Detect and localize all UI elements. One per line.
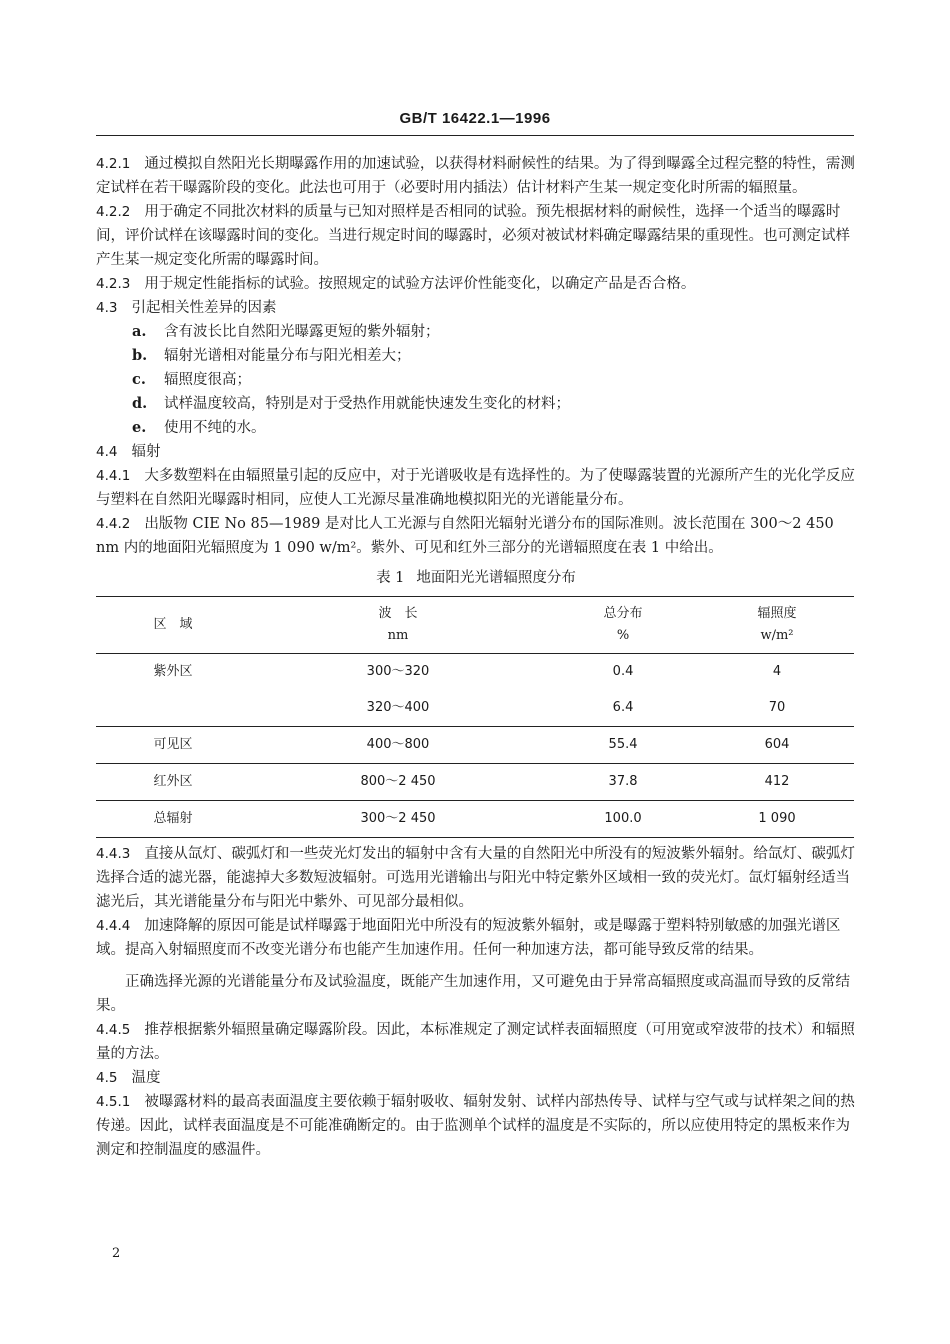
- irradiance-table: [96, 596, 854, 838]
- table-row: [96, 654, 854, 691]
- section-number: 4.4: [96, 444, 118, 460]
- table-header-row: [96, 597, 854, 654]
- section-4-5-heading: [96, 1066, 856, 1090]
- clause-number: 4.4.3: [96, 846, 131, 862]
- table-row: [96, 690, 854, 727]
- cell-total: 6.4: [612, 700, 634, 715]
- cell-region: 可见区: [153, 737, 193, 752]
- cell-irradiance: 412: [764, 774, 790, 789]
- list-item: [96, 416, 856, 440]
- table-caption-label: 表 1: [376, 570, 405, 586]
- table-row: [96, 764, 854, 801]
- clause-4-4-4-continued: 正确选择光源的光谱能量分布及试验温度，既能产生加速作用，又可避免由于异常高辐照度或高温而导致的反常结果。: [96, 974, 850, 1014]
- section-title: 辐射: [131, 444, 161, 460]
- table-row: [96, 727, 854, 764]
- cell-region: 红外区: [153, 774, 193, 789]
- cell-irradiance: 604: [764, 737, 790, 752]
- table-caption: [96, 566, 856, 590]
- list-item: [96, 392, 856, 416]
- clause-text: 用于确定不同批次材料的质量与已知对照样是否相同的试验。预先根据材料的耐候性，选择一个适当的曝露时间，评价试样在该曝露时间的变化。当进行规定时间的曝露时，必须对被试材料确定曝露结果的重现性。也可测定试样产生某一规定变化所需的曝露时间。: [96, 204, 850, 268]
- clause-text: 被曝露材料的最高表面温度主要依赖于辐射吸收、辐射发射、试样内部热传导、试样与空气或与试样架之间的热传递。因此，试样表面温度是不可能准确断定的。由于监测单个试样的温度是不实际的，所以应使用特定的黑板来作为测定和控制温度的感温件。: [96, 1094, 855, 1158]
- standard-code-header: GB/T 16422.1—1996: [399, 110, 551, 127]
- header-irradiance: 辐照度 w/m²: [757, 606, 797, 643]
- clause-text: 通过模拟自然阳光长期曝露作用的加速试验，以获得材料耐候性的结果。为了得到曝露全过程完整的特性，需测定试样在若干曝露阶段的变化。此法也可用于（必要时用内插法）估计材料产生某一规定变化时所需的辐照量。: [96, 156, 855, 196]
- section-4-3-heading: [96, 296, 856, 320]
- list-text: 辐射光谱相对能量分布与阳光相差大；: [164, 348, 411, 364]
- list-text: 含有波长比自然阳光曝露更短的紫外辐射；: [164, 324, 440, 340]
- section-4-4-heading: [96, 440, 856, 464]
- cell-total: 37.8: [608, 774, 638, 789]
- clause-4-4-2: [96, 512, 856, 560]
- cell-wavelength: 300～2 450: [360, 811, 436, 826]
- header-wavelength: 波 长 nm: [378, 606, 418, 643]
- table-caption-text: 地面阳光光谱辐照度分布: [416, 570, 576, 586]
- list-item: [96, 320, 856, 344]
- cell-irradiance: 1 090: [758, 811, 796, 826]
- clause-4-4-5: [96, 1018, 856, 1066]
- clause-4-2-1: [96, 152, 856, 200]
- header-region: 区 域: [153, 617, 193, 632]
- clause-4-5-1: [96, 1090, 856, 1162]
- clause-number: 4.2.3: [96, 276, 131, 292]
- clause-text: 用于规定性能指标的试验。按照规定的试验方法评价性能变化，以确定产品是否合格。: [144, 276, 696, 292]
- page-number: 2: [112, 1246, 121, 1261]
- header-total: 总分布 %: [603, 606, 643, 643]
- list-text: 试样温度较高，特别是对于受热作用就能快速发生变化的材料；: [164, 396, 570, 412]
- list-text: 辐照度很高；: [164, 372, 251, 388]
- clause-number: 4.4.2: [96, 516, 131, 532]
- cell-wavelength: 320～400: [366, 700, 430, 715]
- list-item: [96, 368, 856, 392]
- section-number: 4.5: [96, 1070, 118, 1086]
- cell-wavelength: 300～320: [366, 664, 430, 679]
- cell-region: 总辐射: [153, 811, 193, 826]
- clause-number: 4.2.1: [96, 156, 131, 172]
- section-title: 温度: [131, 1070, 161, 1086]
- cell-region: [96, 690, 250, 727]
- section-title: 引起相关性差异的因素: [131, 300, 277, 316]
- clause-number: 4.4.1: [96, 468, 131, 484]
- clause-number: 4.2.2: [96, 204, 131, 220]
- clause-text: 推荐根据紫外辐照量确定曝露阶段。因此，本标准规定了测定试样表面辐照度（可用宽或窄波带的技术）和辐照量的方法。: [96, 1022, 855, 1062]
- cell-total: 0.4: [612, 664, 634, 679]
- list-item: [96, 344, 856, 368]
- list-letter: b.: [132, 347, 148, 364]
- clause-4-4-1: [96, 464, 856, 512]
- clause-text: 加速降解的原因可能是试样曝露于地面阳光中所没有的短波紫外辐射，或是曝露于塑料特别敏感的加强光谱区域。提高入射辐照度而不改变光谱分布也能产生加速作用。任何一种加速方法，都可能导致反常的结果。: [96, 918, 841, 958]
- cell-wavelength: 800～2 450: [360, 774, 436, 789]
- document-body: [96, 152, 856, 1162]
- header-rule: [96, 135, 854, 136]
- list-text: 使用不纯的水。: [164, 420, 266, 436]
- clause-4-4-3: [96, 842, 856, 914]
- cell-irradiance: 70: [768, 700, 786, 715]
- clause-4-2-2: [96, 200, 856, 272]
- clause-text: 大多数塑料在由辐照量引起的反应中，对于光谱吸收是有选择性的。为了使曝露装置的光源所产生的光化学反应与塑料在自然阳光曝露时相同，应使人工光源尽量准确地模拟阳光的光谱能量分布。: [96, 468, 855, 508]
- list-letter: e.: [132, 419, 147, 436]
- list-letter: c.: [132, 371, 146, 388]
- clause-4-4-4: [96, 914, 856, 962]
- cell-total: 55.4: [608, 737, 638, 752]
- cell-irradiance: 4: [772, 664, 782, 679]
- clause-number: 4.4.4: [96, 918, 131, 934]
- clause-text: 直接从氙灯、碳弧灯和一些荧光灯发出的辐射中含有大量的自然阳光中所没有的短波紫外辐射。给氙灯、碳弧灯选择合适的滤光器，能滤掉大多数短波辐射。可选用光谱输出与阳光中特定紫外区域相一致的荧光灯。氙灯辐射经适当滤光后，其光谱能量分布与阳光中紫外、可见部分最相似。: [96, 846, 855, 910]
- list-letter: a.: [132, 323, 147, 340]
- clause-4-2-3: [96, 272, 856, 296]
- section-number: 4.3: [96, 300, 118, 316]
- clause-number: 4.4.5: [96, 1022, 131, 1038]
- table-row: [96, 801, 854, 838]
- cell-region: 紫外区: [153, 664, 193, 679]
- clause-text: 出版物 CIE No 85—1989 是对比人工光源与自然阳光辐射光谱分布的国际准则。波长范围在 300～2 450 nm 内的地面阳光辐照度为 1 090 w/m²。紫外、可见和红外三部分的光谱辐照度在表 1 中给出。: [96, 516, 834, 556]
- cell-wavelength: 400～800: [366, 737, 430, 752]
- list-letter: d.: [132, 395, 148, 412]
- cell-total: 100.0: [604, 811, 642, 826]
- clause-number: 4.5.1: [96, 1094, 131, 1110]
